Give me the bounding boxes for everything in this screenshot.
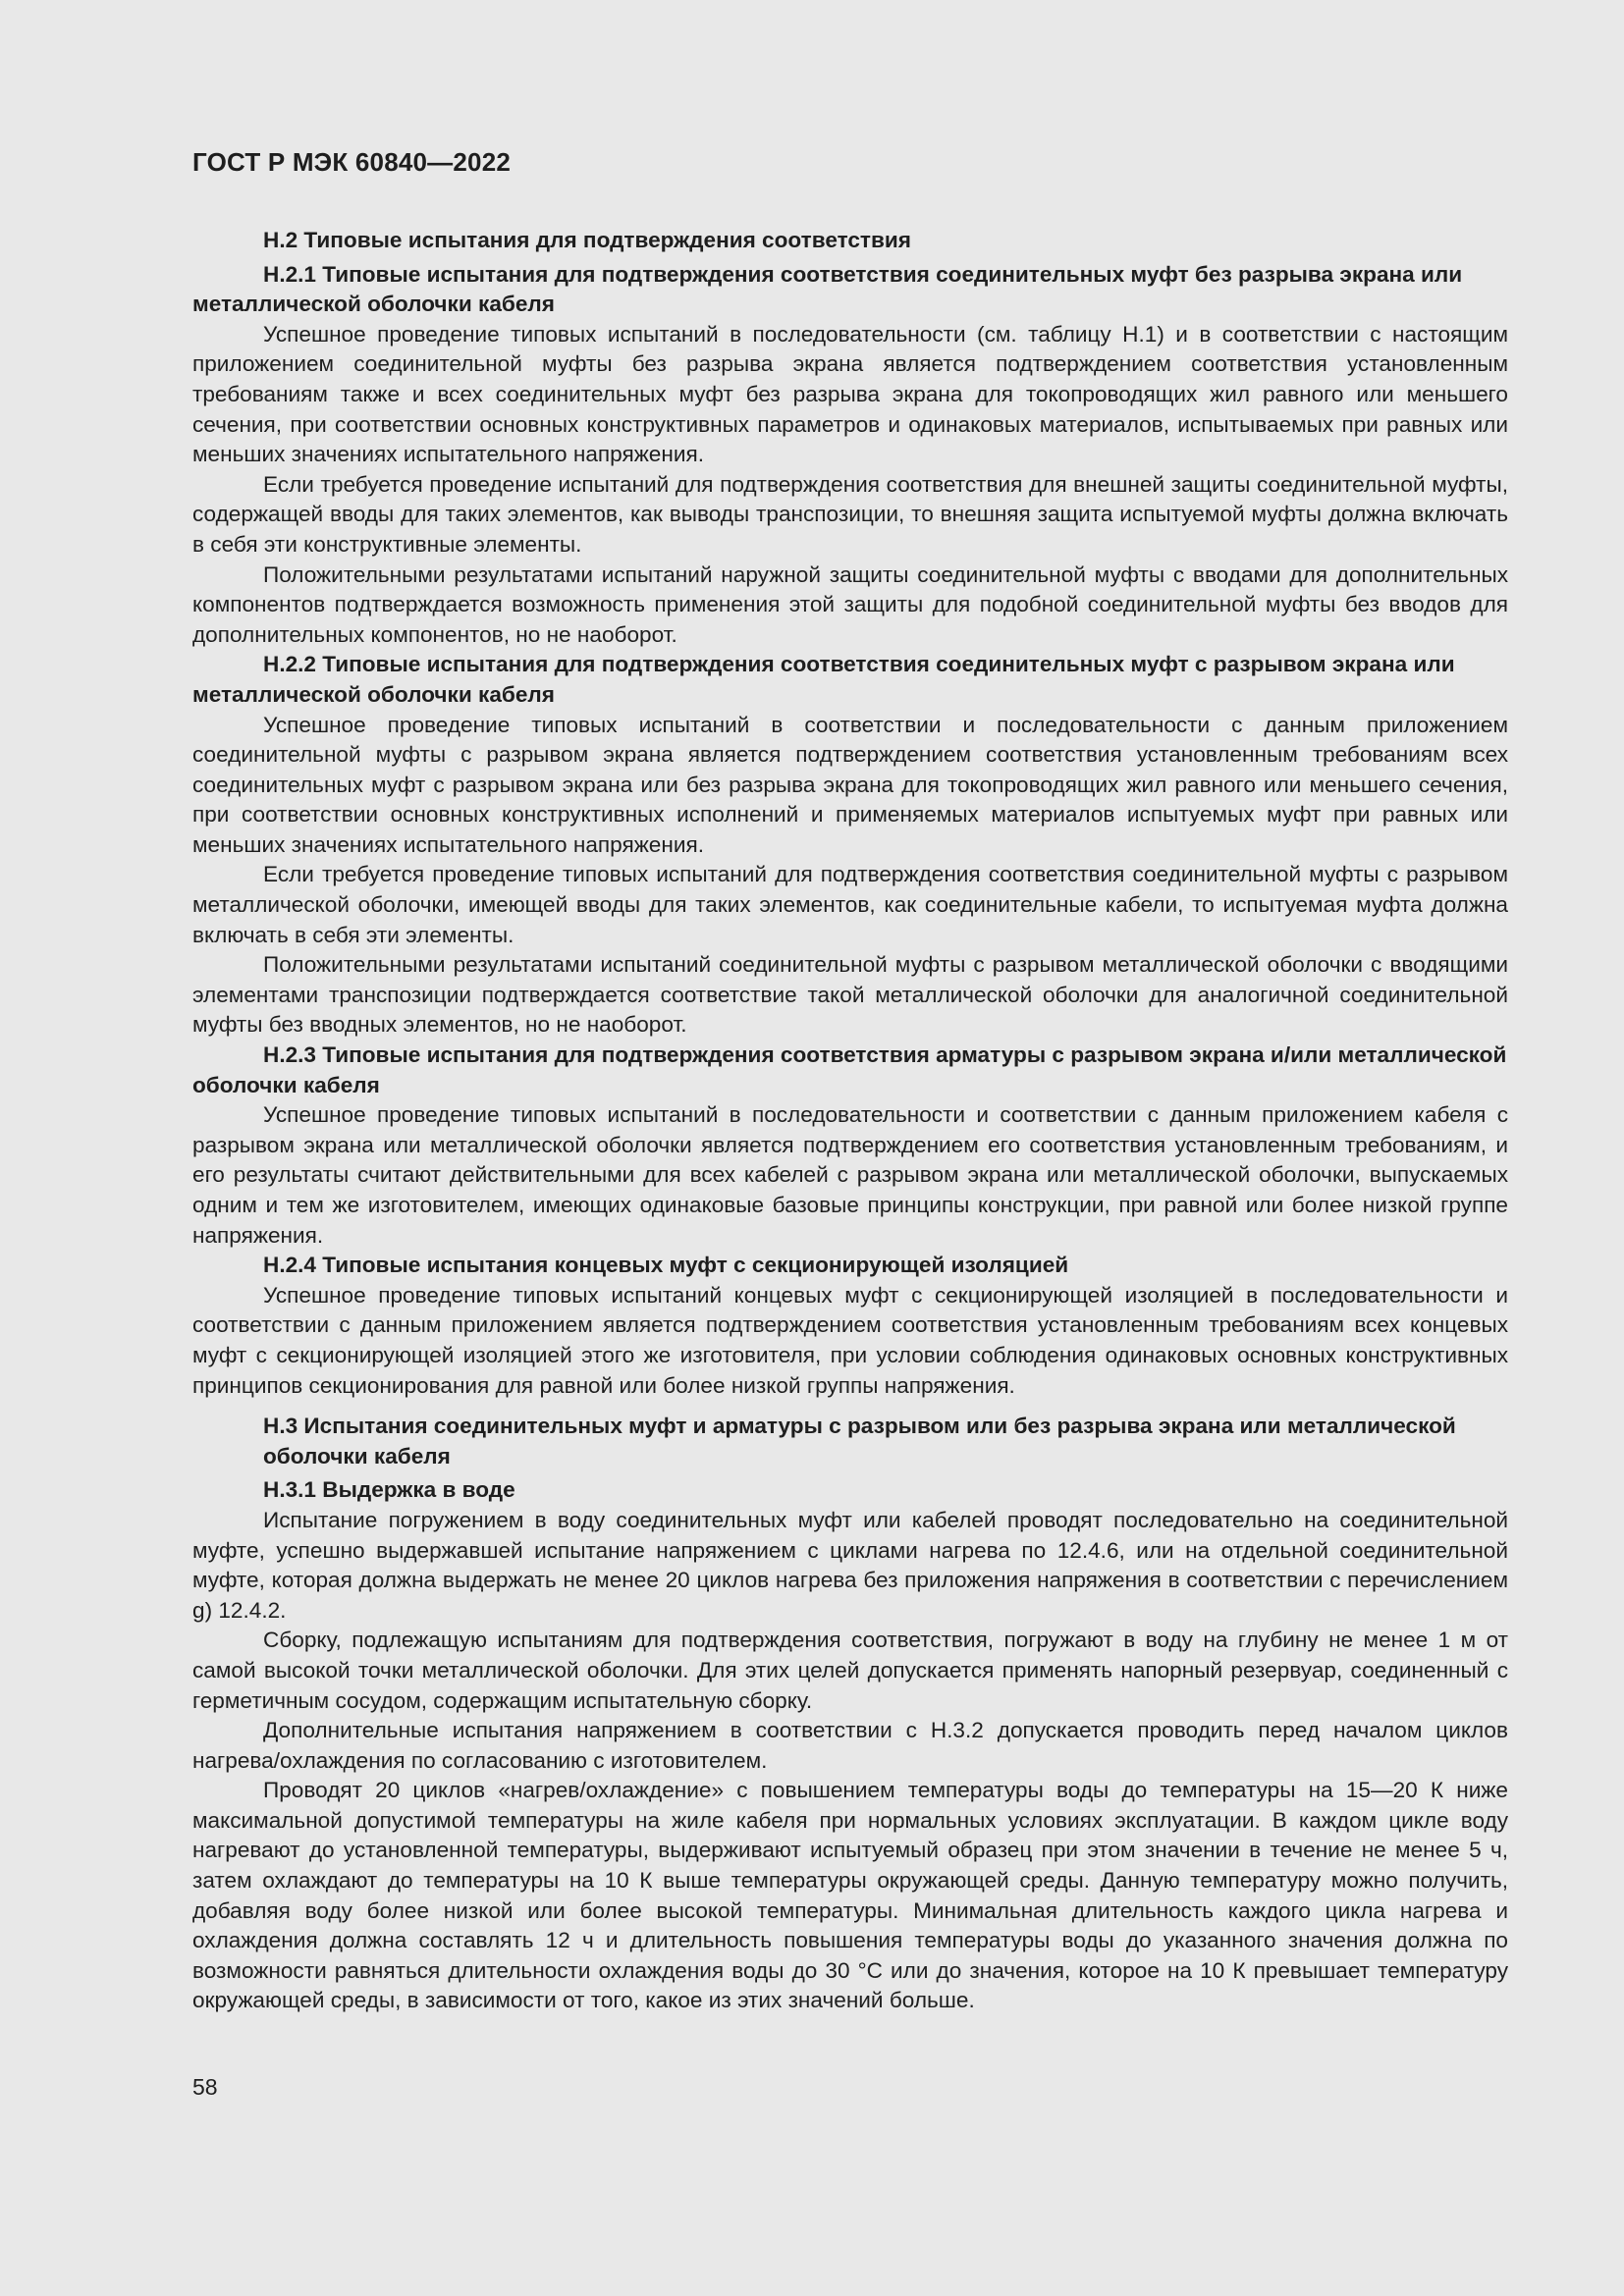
section-heading-h3: H.3 Испытания соединительных муфт и арматуры с разрывом или без разрыва экрана или металлической оболочки кабеля [263, 1414, 1456, 1468]
paragraph: Проводят 20 циклов «нагрев/охлаждение» с повышением температуры воды до температуры на 15—20 К ниже максимальной допустимой температуры на жиле кабеля при нормальных условиях эксплуатации. В каждом цикле воду нагревают до установленной температуры, выдерживают испытуемый образец при этом значении в течение не менее 5 ч, затем охлаждают до температуры на 10 К выше температуры окружающей среды. Данную температуру можно получить, добавляя воду более низкой или более высокой температуры. Минимальная длительность каждого цикла нагрева и охлаждения должна составлять 12 ч и длительность повышения температуры воды до указанного значения должна по возможности равняться длительности охлаждения воды до 30 °С или до значения, которое на 10 К превышает температуру окружающей среды, в зависимости от того, какое из этих значений больше. [192, 1778, 1508, 2013]
subsection-heading-h24: H.2.4 Типовые испытания концевых муфт с секционирующей изоляцией [263, 1253, 1069, 1278]
subsection-heading-h31: H.3.1 Выдержка в воде [263, 1477, 515, 1503]
subsection-heading-h21: H.2.1 Типовые испытания для подтверждения соответствия соединительных муфт без разрыва экрана или металлической оболочки кабеля [192, 261, 1463, 317]
paragraph: Успешное проведение типовых испытаний концевых муфт с секционирующей изоляцией в последовательности и соответствии с данным приложением является подтверждением соответствия установленным требованиям всех концевых муфт с секционирующей изоляцией этого же изготовителя, при условии соблюдения одинаковых основных конструктивных принципов секционирования для равной или более низкой группы напряжения. [192, 1282, 1508, 1398]
paragraph: Дополнительные испытания напряжением в соответствии с H.3.2 допускается проводить перед началом циклов нагрева/охлаждения по согласованию с изготовителем. [192, 1718, 1508, 1773]
subsection-heading-h22: H.2.2 Типовые испытания для подтверждения соответствия соединительных муфт с разрывом экрана или металлической оболочки кабеля [192, 652, 1455, 707]
paragraph: Положительными результатами испытаний наружной защиты соединительной муфты с вводами для дополнительных компонентов подтверждается возможность применения этой защиты для подобной соединительной муфты без вводов для дополнительных компонентов, но не наоборот. [192, 561, 1508, 647]
paragraph: Сборку, подлежащую испытаниям для подтверждения соответствия, погружают в воду на глубину не менее 1 м от самой высокой точки металлической оболочки. Для этих целей допускается применять напорный резервуар, соединенный с герметичным сосудом, содержащим испытательную сборку. [192, 1628, 1508, 1713]
paragraph: Если требуется проведение типовых испытаний для подтверждения соответствия соединительной муфты с разрывом металлической оболочки, имеющей вводы для таких элементов, как соединительные кабели, то испытуемая муфта должна включать в себя эти элементы. [192, 862, 1508, 947]
paragraph: Положительными результатами испытаний соединительной муфты с разрывом металлической оболочки с вводящими элементами транспозиции подтверждается соответствие такой металлической оболочки для аналогичной соединительной муфты без вводных элементов, но не наоборот. [192, 952, 1508, 1038]
paragraph: Успешное проведение типовых испытаний в последовательности (см. таблицу H.1) и в соответствии с настоящим приложением соединительной муфты без разрыва экрана является подтверждением соответствия установленным требованиям также и всех соединительных муфт без разрыва экрана для токопроводящих жил равного или меньшего сечения, при соответствии основных конструктивных параметров и одинаковых материалов, испытываемых при равных или меньших значениях испытательного напряжения. [192, 321, 1508, 467]
section-heading-h2: H.2 Типовые испытания для подтверждения соответствия [263, 228, 911, 252]
paragraph: Испытание погружением в воду соединительных муфт или кабелей проводят последовательно на соединительной муфте, успешно выдержавшей испытание напряжением с циклами нагрева по 12.4.6, или на отдельной соединительной муфте, которая должна выдержать не менее 20 циклов нагрева без приложения напряжения в соответствии с перечислением g) 12.4.2. [192, 1507, 1508, 1623]
paragraph: Успешное проведение типовых испытаний в соответствии и последовательности с данным приложением соединительной муфты с разрывом экрана является подтверждением соответствия установленным требованиям всех соединительных муфт с разрывом экрана или без разрыва экрана для токопроводящих жил равного или меньшего сечения, при соответствии основных конструктивных исполнений и применяемых материалов испытуемых муфт при равных или меньших значениях испытательного напряжения. [192, 712, 1508, 857]
paragraph: Если требуется проведение испытаний для подтверждения соответствия для внешней защиты соединительной муфты, содержащей вводы для таких элементов, как выводы транспозиции, то внешняя защита испытуемой муфты должна включать в себя эти конструктивные элементы. [192, 471, 1508, 557]
page-number: 58 [192, 2074, 218, 2100]
document-header: ГОСТ Р МЭК 60840—2022 [192, 147, 512, 177]
subsection-heading-h23: H.2.3 Типовые испытания для подтверждения соответствия арматуры с разрывом экрана и/или металлической оболочки кабеля [192, 1042, 1507, 1097]
paragraph: Успешное проведение типовых испытаний в последовательности и соответствии с данным приложением кабеля с разрывом экрана или металлической оболочки является подтверждением его соответствия установленным требованиям, и его результаты считают действительными для всех кабелей с разрывом экрана или металлической оболочки, выпускаемых одним и тем же изготовителем, имеющих одинаковые базовые принципы конструкции, при равной или более низкой группе напряжения. [192, 1102, 1508, 1248]
document-body [192, 226, 1508, 2016]
